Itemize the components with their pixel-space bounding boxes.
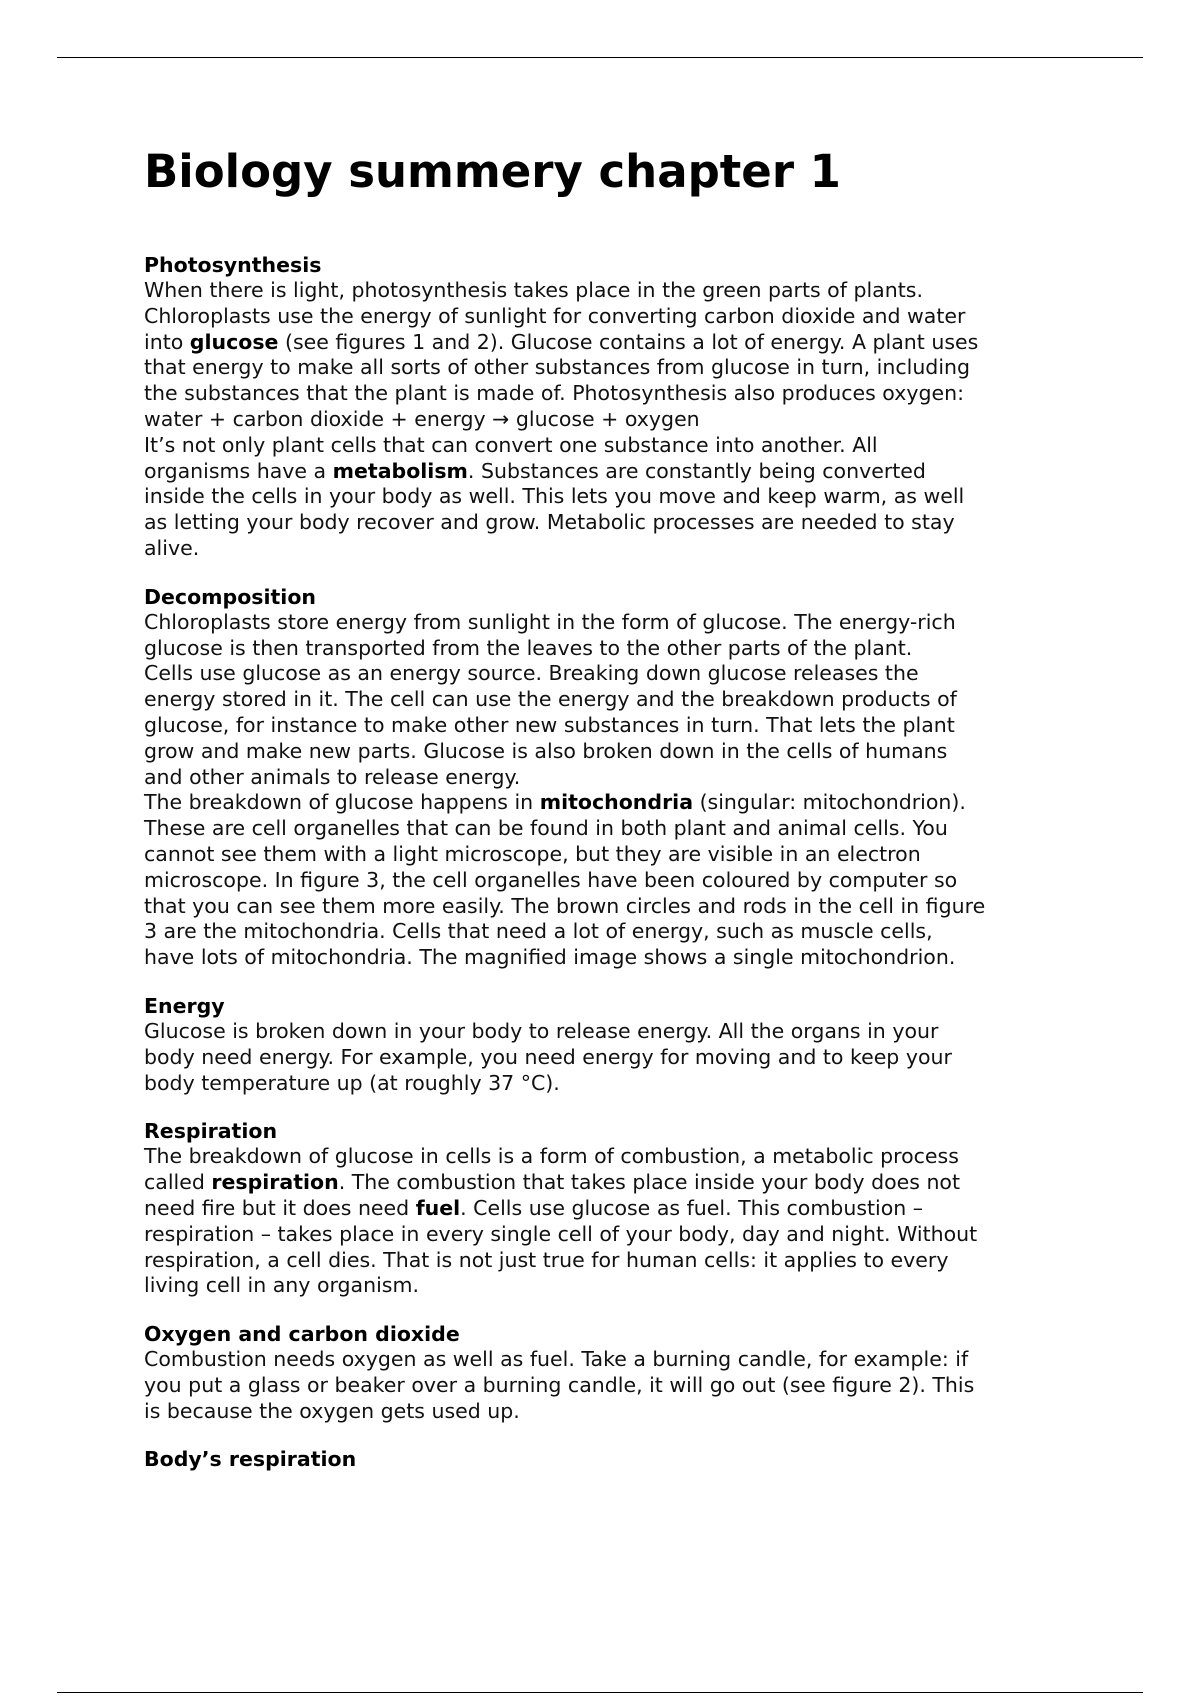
section-heading: Energy [144, 993, 225, 1018]
text-run: When there is light, photosynthesis takes place in the green parts of plants. Chloroplasts use the energy of sunlight for converting carbon dioxide and water into [144, 278, 966, 354]
section-heading: Respiration [144, 1119, 278, 1144]
bold-term-metabolism: metabolism [332, 458, 468, 483]
bold-term-mitochondria: mitochondria [539, 790, 694, 815]
section-paragraph [144, 1144, 1064, 1299]
bottom-rule [57, 1692, 1143, 1693]
page-title: Biology summery chapter 1 [144, 145, 841, 198]
section-energy [144, 993, 1064, 1096]
section-decomposition [144, 584, 1064, 971]
text-run: . Cells use glucose as fuel. This combustion – respiration – takes place in every single cell of your body, day and night. Without respiration, a cell dies. That is not just true for human cells: it applies to every living cell in any organism. [144, 1195, 978, 1298]
section-paragraph [144, 278, 1064, 562]
section-heading: Oxygen and carbon dioxide [144, 1322, 460, 1347]
top-rule [57, 57, 1143, 58]
section-respiration [144, 1118, 1064, 1299]
text-run: (see figures 1 and 2). Glucose contains a lot of energy. A plant uses that energy to make all sorts of other substances from glucose in turn, including the substances that the plant is made of. Photosynthesis also produces oxygen: water + carbon dioxide + energy → glucose + oxygen It’s not only plant cells that can convert one substance into another. All organisms have a [144, 329, 979, 483]
bold-term-fuel: fuel [415, 1195, 461, 1220]
section-heading: Photosynthesis [144, 253, 322, 277]
section-paragraph: Glucose is broken down in your body to release energy. All the organs in your body need energy. For example, you need energy for moving and to keep your body temperature up (at roughly 37 °C). [144, 1018, 952, 1095]
text-run: . Substances are constantly being converted inside the cells in your body as well. This lets you move and keep warm, as well as letting your body recover and grow. Metabolic processes are needed to stay alive. [144, 458, 965, 560]
section-heading: Decomposition [144, 584, 317, 609]
section-photosynthesis [144, 252, 1064, 562]
section-heading: Body’s respiration [144, 1447, 357, 1472]
section-body-respiration [144, 1446, 1064, 1472]
bold-term-respiration: respiration [211, 1170, 339, 1195]
text-run: . The combustion that takes place inside your body does not need fire but it does need [144, 1170, 961, 1220]
text-run: Chloroplasts store energy from sunlight in the form of glucose. The energy-rich glucose is then transported from the leaves to the other parts of the plant. Cells use glucose as an energy source. Breaking down glucose releases the energy stored in it. The cell can use the energy and the breakdown products of glucose, for instance to make other new substances in turn. That lets the plant grow and make new parts. Glucose is also broken down in the cells of humans and other animals to release energy. The breakdown of glucose happens in [144, 609, 957, 815]
document-body [144, 142, 1064, 1472]
section-paragraph: Combustion needs oxygen as well as fuel. Take a burning candle, for example: if you put a glass or beaker over a burning candle, it will go out (see figure 2). This is because the oxygen gets used up. [144, 1347, 975, 1423]
text-run: (singular: mitochondrion). These are cell organelles that can be found in both plant and animal cells. You cannot see them with a light microscope, but they are visible in an electron microscope. In figure 3, the cell organelles have been coloured by computer so that you can see them more easily. The brown circles and rods in the cell in figure 3 are the mitochondria. Cells that need a lot of energy, such as muscle cells, have lots of mitochondria. The magnified image shows a single mitochondrion. [144, 790, 986, 970]
bold-term-glucose: glucose [189, 329, 279, 354]
text-run: The breakdown of glucose in cells is a form of combustion, a metabolic process called [144, 1144, 959, 1195]
section-oxygen-carbon-dioxide [144, 1321, 1064, 1424]
section-paragraph [144, 610, 1064, 971]
